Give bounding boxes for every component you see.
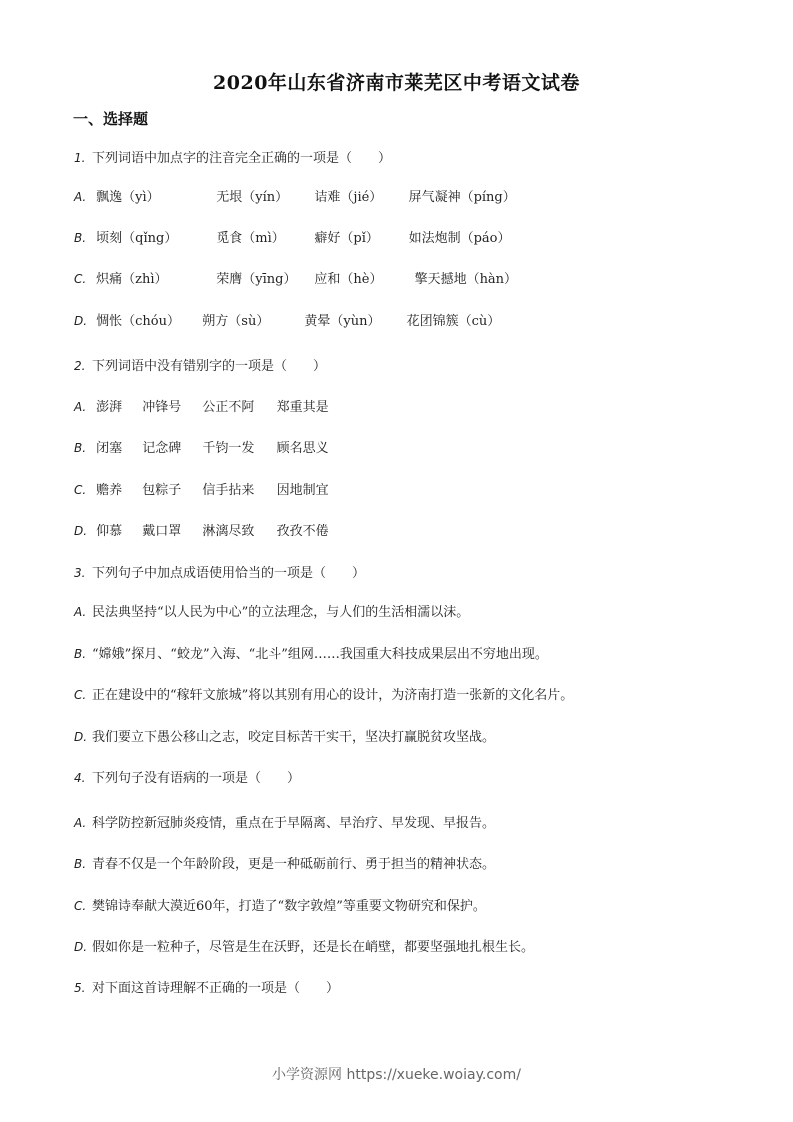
option-text: 民法典坚持“以人民为中心”的立法理念，与人们的生活相濡以沫。: [92, 605, 470, 620]
question-number: 4.: [74, 771, 86, 785]
question-text: 下列句子中加点成语使用恰当的一项是（ ）: [92, 566, 366, 581]
section-heading: 一、选择题: [73, 110, 149, 128]
option-item: 澎湃: [96, 400, 123, 415]
option-label: D.: [74, 314, 88, 328]
option-item: 朔方（sù）: [202, 314, 270, 329]
option-item: 炽痛（zhì）: [96, 272, 168, 287]
option-item: 信手拈来: [202, 483, 255, 498]
q4-option-a: [74, 812, 495, 831]
option-item: 顾名思义: [276, 441, 329, 456]
question-number: 3.: [74, 566, 86, 580]
option-item: 孜孜不倦: [276, 524, 329, 539]
option-label: C.: [74, 272, 87, 286]
option-item: 仰慕: [96, 524, 123, 539]
q2-option-a: [74, 396, 329, 415]
option-item: 戴口罩: [142, 524, 182, 539]
q1-option-c: [74, 268, 517, 287]
question-number: 1.: [74, 151, 86, 165]
option-item: 癖好（pǐ）: [314, 231, 379, 246]
q1-option-a: [74, 186, 516, 205]
option-item: 觅食（mì）: [216, 231, 285, 246]
question-5-stem: [74, 977, 339, 996]
option-item: 无垠（yín）: [216, 190, 289, 205]
option-item: 公正不阿: [202, 400, 255, 415]
option-label: D.: [74, 524, 88, 538]
option-text: “嫦娥”探月、“蛟龙”入海、“北斗”组网……我国重大科技成果层出不穷地出现。: [92, 647, 548, 662]
option-item: 飘逸（yì）: [96, 190, 160, 205]
option-item: 应和（hè）: [314, 272, 383, 287]
option-label: B.: [74, 441, 87, 455]
option-text: 青春不仅是一个年龄阶段，更是一种砥砺前行、勇于担当的精神状态。: [92, 857, 496, 872]
option-item: 黄晕（yùn）: [304, 314, 381, 329]
option-text: 正在建设中的“稼轩文旅城”将以其别有用心的设计，为济南打造一张新的文化名片。: [92, 688, 574, 703]
footer-watermark: 小学资源网 https://xueke.woiay.com/: [272, 1067, 521, 1083]
option-item: 顷刻（qǐng）: [96, 231, 178, 246]
option-item: 包粽子: [142, 483, 182, 498]
option-label: A.: [74, 605, 87, 619]
option-label: D.: [74, 940, 88, 954]
option-item: 花团锦簇（cù）: [406, 314, 501, 329]
option-label: A.: [74, 400, 87, 414]
q3-option-d: [74, 726, 495, 745]
question-text: 下列句子没有语病的一项是（ ）: [92, 771, 301, 786]
question-text: 下列词语中没有错别字的一项是（ ）: [92, 359, 327, 374]
question-number: 5.: [74, 981, 86, 995]
q3-option-b: [74, 643, 548, 662]
option-label: A.: [74, 190, 87, 204]
option-item: 记念碑: [142, 441, 182, 456]
q3-option-c: [74, 684, 573, 703]
option-label: C.: [74, 688, 87, 702]
option-item: 如法炮制（páo）: [408, 231, 511, 246]
q4-option-b: [74, 853, 495, 872]
question-2-stem: [74, 355, 326, 374]
option-item: 赡养: [96, 483, 123, 498]
q2-option-c: [74, 479, 329, 498]
option-item: 冲锋号: [142, 400, 182, 415]
question-number: 2.: [74, 359, 86, 373]
page-title: 2020年山东省济南市莱芜区中考语文试卷: [213, 72, 580, 94]
question-text: 对下面这首诗理解不正确的一项是（ ）: [92, 981, 340, 996]
q2-option-b: [74, 437, 329, 456]
q2-option-d: [74, 520, 329, 539]
option-item: 淋漓尽致: [202, 524, 255, 539]
q1-option-d: [74, 310, 500, 329]
option-item: 惆怅（chóu）: [96, 314, 180, 329]
option-text: 我们要立下愚公移山之志，咬定目标苦干实干，坚决打赢脱贫攻坚战。: [92, 730, 496, 745]
option-item: 闭塞: [96, 441, 123, 456]
q3-option-a: [74, 601, 469, 620]
option-label: B.: [74, 857, 87, 871]
option-text: 科学防控新冠肺炎疫情，重点在于早隔离、早治疗、早发现、早报告。: [92, 816, 496, 831]
question-3-stem: [74, 562, 365, 581]
option-label: B.: [74, 647, 87, 661]
q4-option-c: [74, 895, 486, 914]
option-item: 郑重其是: [276, 400, 329, 415]
option-item: 千钧一发: [202, 441, 255, 456]
q1-option-b: [74, 227, 510, 246]
option-text: 樊锦诗奉献大漠近60年，打造了“数字敦煌”等重要文物研究和保护。: [92, 899, 486, 914]
option-label: C.: [74, 899, 87, 913]
question-text: 下列词语中加点字的注音完全正确的一项是（ ）: [92, 151, 392, 166]
option-label: D.: [74, 730, 88, 744]
option-item: 荣膺（yīng）: [216, 272, 297, 287]
option-label: C.: [74, 483, 87, 497]
option-item: 因地制宜: [276, 483, 329, 498]
option-item: 诘难（jié）: [314, 190, 383, 205]
option-label: B.: [74, 231, 87, 245]
question-4-stem: [74, 767, 300, 786]
q4-option-d: [74, 936, 534, 955]
option-item: 擎天撼地（hàn）: [414, 272, 518, 287]
option-label: A.: [74, 816, 87, 830]
option-item: 屏气凝神（píng）: [408, 190, 516, 205]
option-text: 假如你是一粒种子，尽管是生在沃野，还是长在峭壁，都要坚强地扎根生长。: [92, 940, 535, 955]
question-1-stem: [74, 147, 391, 166]
